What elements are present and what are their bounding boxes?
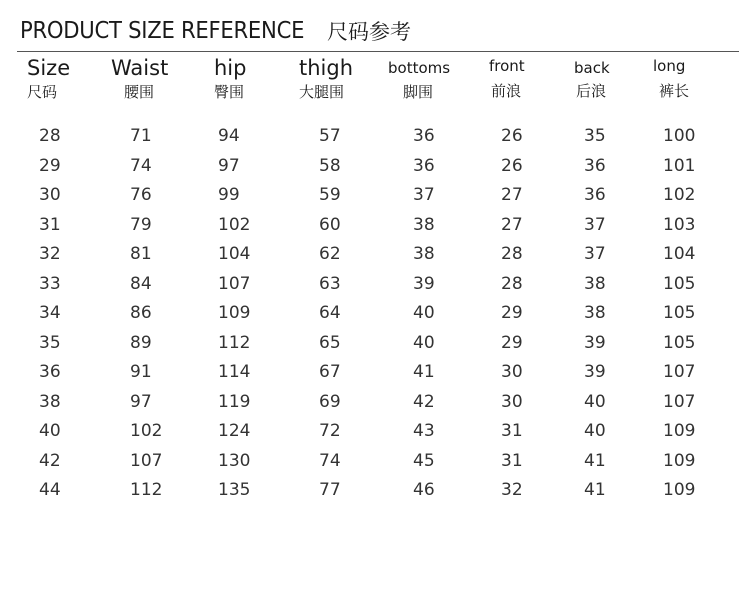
table-row — [0, 477, 750, 507]
column-header-waist — [111, 52, 168, 108]
cell-hip: 104 — [218, 244, 251, 264]
cell-waist: 81 — [130, 244, 152, 264]
cell-back: 39 — [584, 332, 606, 353]
header-label-cn: 裤长 — [659, 82, 690, 100]
cell-front: 27 — [501, 185, 523, 205]
table-row — [0, 389, 750, 419]
cell-thigh: 57 — [319, 126, 341, 146]
cell-waist: 74 — [130, 155, 152, 176]
cell-hip: 112 — [218, 332, 251, 353]
cell-size: 40 — [39, 421, 61, 441]
cell-hip: 124 — [218, 421, 251, 441]
cell-size: 33 — [39, 273, 61, 294]
header-label-en: back — [574, 59, 610, 77]
table-row — [0, 241, 750, 271]
table-row — [0, 359, 750, 389]
cell-waist: 79 — [130, 214, 152, 235]
cell-size: 29 — [39, 155, 61, 176]
cell-hip: 135 — [218, 480, 251, 500]
cell-front: 27 — [501, 214, 523, 235]
cell-bottoms: 46 — [413, 480, 435, 500]
table-row — [0, 123, 750, 153]
cell-back: 35 — [584, 126, 606, 146]
table-row — [0, 153, 750, 183]
cell-size: 31 — [39, 214, 61, 235]
cell-thigh: 77 — [319, 480, 341, 500]
column-header-thigh — [299, 52, 353, 108]
cell-front: 29 — [501, 332, 523, 353]
cell-back: 40 — [584, 391, 606, 412]
cell-front: 29 — [501, 303, 523, 323]
header-label-en: bottoms — [388, 59, 451, 77]
header-label-en: front — [489, 57, 525, 75]
cell-hip: 99 — [218, 185, 240, 205]
cell-bottoms: 36 — [413, 126, 435, 146]
cell-front: 28 — [501, 244, 523, 264]
cell-hip: 109 — [218, 303, 251, 323]
cell-waist: 89 — [130, 332, 152, 353]
cell-bottoms: 40 — [413, 303, 435, 323]
cell-bottoms: 36 — [413, 155, 435, 176]
cell-size: 32 — [39, 244, 61, 264]
cell-front: 30 — [501, 362, 523, 382]
cell-waist: 76 — [130, 185, 152, 205]
cell-thigh: 63 — [319, 273, 341, 294]
header-label-cn: 大腿围 — [299, 83, 345, 101]
cell-size: 30 — [39, 185, 61, 205]
cell-front: 26 — [501, 155, 523, 176]
header-label-en: Size — [27, 56, 71, 80]
cell-front: 28 — [501, 273, 523, 294]
column-header-front — [489, 52, 525, 108]
column-header-size — [27, 52, 70, 108]
cell-thigh: 69 — [319, 391, 341, 412]
cell-hip: 97 — [218, 155, 240, 176]
cell-back: 37 — [584, 214, 606, 235]
title-chinese: 尺码参考 — [327, 20, 411, 44]
cell-back: 38 — [584, 303, 606, 323]
cell-thigh: 65 — [319, 332, 341, 353]
cell-long: 103 — [663, 214, 696, 235]
cell-back: 40 — [584, 421, 606, 441]
cell-waist: 91 — [130, 362, 152, 382]
cell-size: 44 — [39, 480, 61, 500]
cell-long: 105 — [663, 303, 696, 323]
table-row — [0, 300, 750, 330]
cell-long: 101 — [663, 155, 696, 176]
cell-size: 36 — [39, 362, 61, 382]
cell-front: 32 — [501, 480, 523, 500]
cell-bottoms: 38 — [413, 244, 435, 264]
cell-thigh: 58 — [319, 155, 341, 176]
cell-bottoms: 41 — [413, 362, 435, 382]
header-label-cn: 腰围 — [124, 83, 155, 101]
cell-waist: 86 — [130, 303, 152, 323]
cell-hip: 130 — [218, 450, 251, 471]
cell-front: 31 — [501, 450, 523, 471]
cell-size: 38 — [39, 391, 61, 412]
cell-front: 30 — [501, 391, 523, 412]
cell-front: 31 — [501, 421, 523, 441]
cell-thigh: 67 — [319, 362, 341, 382]
cell-hip: 119 — [218, 391, 251, 412]
cell-back: 36 — [584, 185, 606, 205]
cell-waist: 97 — [130, 391, 152, 412]
cell-waist: 112 — [130, 480, 163, 500]
cell-thigh: 60 — [319, 214, 341, 235]
table-row — [0, 182, 750, 212]
cell-size: 34 — [39, 303, 61, 323]
table-row — [0, 271, 750, 301]
cell-back: 39 — [584, 362, 606, 382]
table-row — [0, 212, 750, 242]
header-label-en: hip — [214, 56, 247, 80]
cell-long: 107 — [663, 391, 696, 412]
header-label-cn: 前浪 — [491, 82, 522, 100]
cell-long: 109 — [663, 421, 696, 441]
cell-back: 37 — [584, 244, 606, 264]
header-label-en: thigh — [299, 56, 354, 80]
title-english: PRODUCT SIZE REFERENCE — [20, 18, 305, 44]
cell-back: 36 — [584, 155, 606, 176]
column-header-long — [653, 52, 689, 108]
table-row — [0, 418, 750, 448]
cell-thigh: 72 — [319, 421, 341, 441]
header-label-cn: 后浪 — [576, 82, 607, 100]
cell-back: 41 — [584, 480, 606, 500]
cell-bottoms: 37 — [413, 185, 435, 205]
cell-back: 41 — [584, 450, 606, 471]
cell-long: 102 — [663, 185, 696, 205]
header-label-cn: 尺码 — [27, 83, 58, 101]
cell-waist: 107 — [130, 450, 163, 471]
cell-waist: 102 — [130, 421, 163, 441]
cell-long: 105 — [663, 273, 696, 294]
cell-waist: 71 — [130, 126, 152, 146]
cell-back: 38 — [584, 273, 606, 294]
cell-thigh: 64 — [319, 303, 341, 323]
cell-bottoms: 38 — [413, 214, 435, 235]
cell-long: 107 — [663, 362, 696, 382]
cell-long: 109 — [663, 480, 696, 500]
header-label-en: long — [653, 57, 686, 75]
cell-long: 100 — [663, 126, 696, 146]
cell-thigh: 59 — [319, 185, 341, 205]
cell-bottoms: 40 — [413, 332, 435, 353]
header-label-en: Waist — [111, 56, 169, 80]
cell-long: 105 — [663, 332, 696, 353]
column-header-back — [574, 52, 610, 108]
cell-hip: 107 — [218, 273, 251, 294]
cell-hip: 94 — [218, 126, 240, 146]
column-header-bottoms — [388, 52, 450, 108]
page-title — [20, 14, 411, 48]
cell-long: 109 — [663, 450, 696, 471]
cell-size: 35 — [39, 332, 61, 353]
cell-hip: 102 — [218, 214, 251, 235]
table-row — [0, 448, 750, 478]
cell-thigh: 74 — [319, 450, 341, 471]
cell-bottoms: 39 — [413, 273, 435, 294]
cell-long: 104 — [663, 244, 696, 264]
cell-bottoms: 45 — [413, 450, 435, 471]
header-label-cn: 臀围 — [214, 83, 245, 101]
cell-bottoms: 42 — [413, 391, 435, 412]
cell-front: 26 — [501, 126, 523, 146]
cell-thigh: 62 — [319, 244, 341, 264]
cell-size: 42 — [39, 450, 61, 471]
cell-hip: 114 — [218, 362, 251, 382]
column-header-hip — [214, 52, 246, 108]
table-row — [0, 330, 750, 360]
cell-bottoms: 43 — [413, 421, 435, 441]
header-label-cn: 脚围 — [403, 83, 434, 101]
cell-size: 28 — [39, 126, 61, 146]
cell-waist: 84 — [130, 273, 152, 294]
